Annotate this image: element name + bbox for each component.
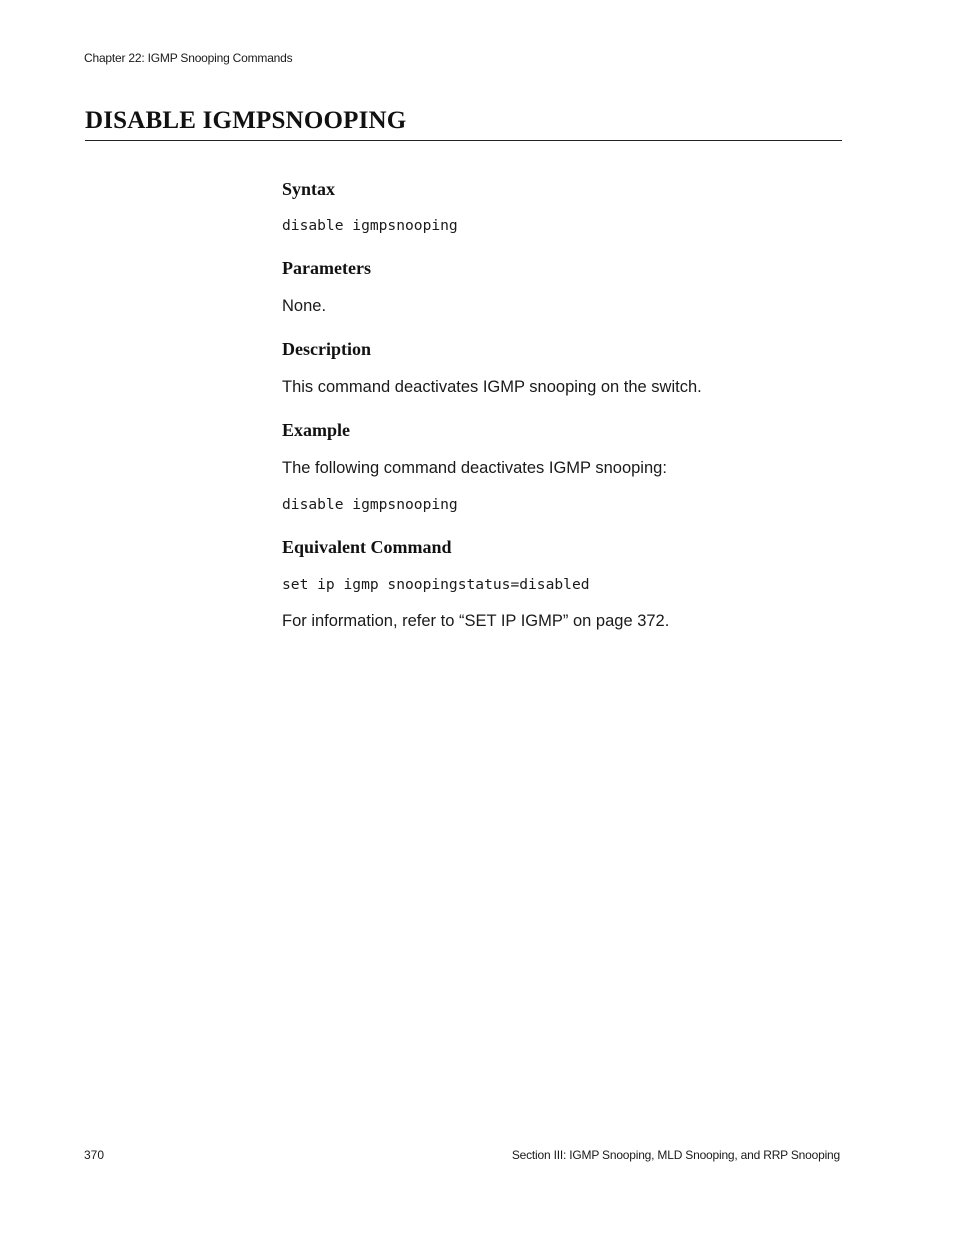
syntax-code: disable igmpsnooping xyxy=(282,217,458,234)
footer-section-title: Section III: IGMP Snooping, MLD Snooping, and RRP Snooping xyxy=(511,1148,840,1162)
running-header: Chapter 22: IGMP Snooping Commands xyxy=(84,51,293,65)
example-code: disable igmpsnooping xyxy=(282,496,458,513)
parameters-text: None. xyxy=(282,297,327,315)
example-heading: Example xyxy=(282,420,351,440)
equivalent-command-code: set ip igmp snoopingstatus=disabled xyxy=(282,576,590,593)
page-title: DISABLE IGMPSNOOPING xyxy=(85,107,407,134)
description-heading: Description xyxy=(282,339,371,359)
page-number: 370 xyxy=(84,1148,105,1162)
example-text: The following command deactivates IGMP snooping: xyxy=(282,459,667,477)
equivalent-command-reference: For information, refer to “SET IP IGMP” on page 372. xyxy=(282,612,670,630)
equivalent-command-heading: Equivalent Command xyxy=(282,537,452,557)
syntax-heading: Syntax xyxy=(282,179,336,199)
parameters-heading: Parameters xyxy=(282,258,371,278)
description-text: This command deactivates IGMP snooping on the switch. xyxy=(282,378,702,396)
title-divider xyxy=(85,140,842,141)
